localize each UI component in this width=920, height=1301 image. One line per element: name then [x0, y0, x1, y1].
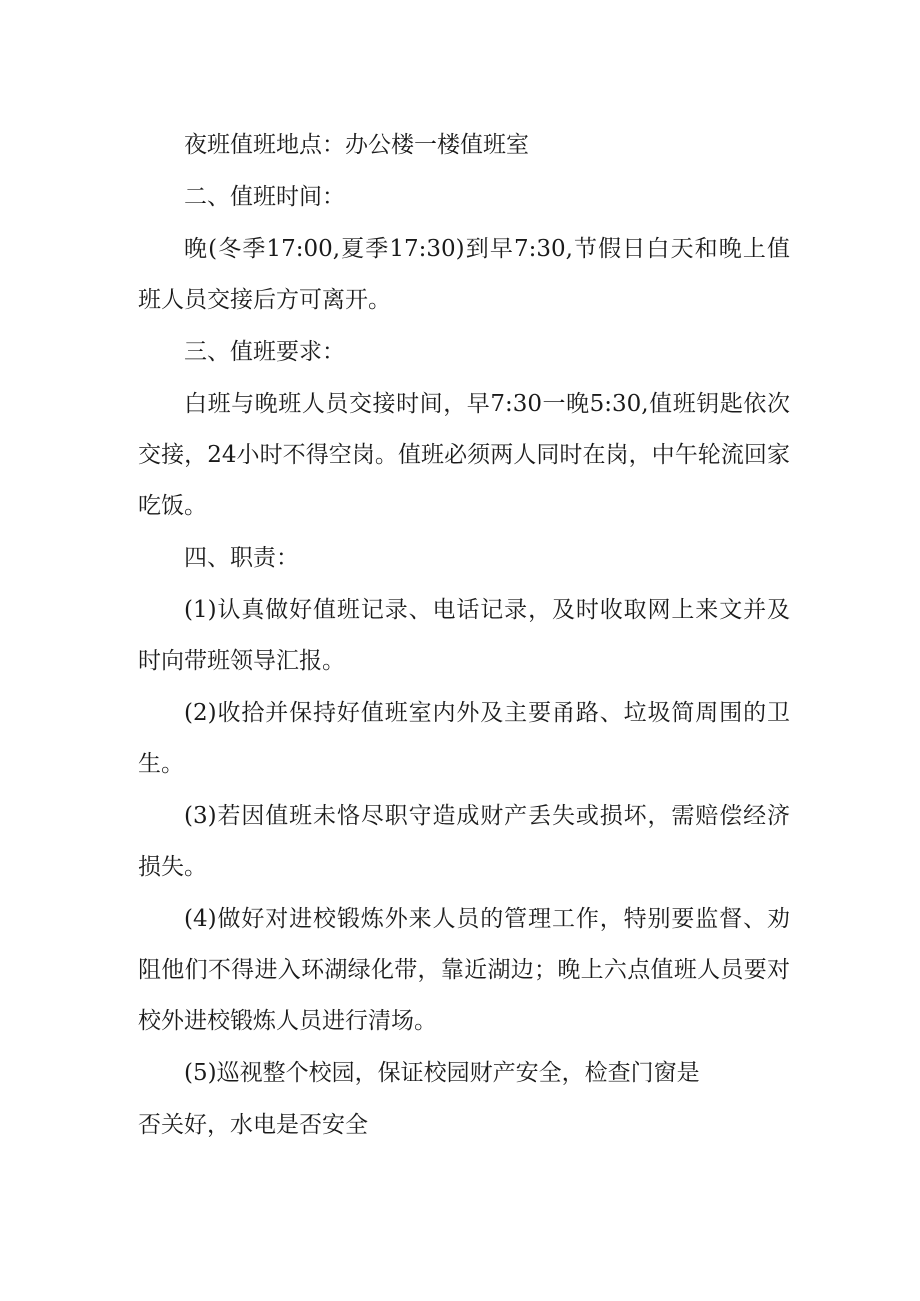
heading-duty-requirements: 三、值班要求： [184, 339, 345, 365]
list-item-responsibility-2: (2)收拾并保持好值班室内外及主要甬路、垃圾简周围的卫生。 [138, 700, 790, 777]
document-body [138, 120, 790, 1152]
list-item-responsibility-4: (4)做好对进校锻炼外来人员的管理工作，特别要监督、劝阻他们不得进入环湖绿化带，靠近湖边；晚上六点值班人员要对校外进校锻炼人员进行清场。 [138, 906, 790, 1034]
paragraph-duty-requirements: 白班与晚班人员交接时间，早7:30一晚5:30,值班钥匙依次交接，24小时不得空岗。值班必须两人同时在岗，中午轮流回家吃饭。 [138, 391, 790, 519]
heading-duty-time: 二、值班时间： [184, 184, 345, 210]
list-item-responsibility-5-continued: 否关好，水电是否安全 [138, 1112, 368, 1138]
paragraph-duty-time: 晚(冬季17:00,夏季17:30)到早7:30,节假日白天和晚上值班人员交接后方可离开。 [138, 236, 790, 313]
paragraph-night-location: 夜班值班地点：办公楼一楼值班室 [184, 132, 529, 158]
heading-responsibilities: 四、职责： [184, 545, 299, 571]
list-item-responsibility-3: (3)若因值班未恪尽职守造成财产丢失或损坏，需赔偿经济损失。 [138, 803, 790, 880]
list-item-responsibility-5: (5)巡视整个校园，保证校园财产安全，检查门窗是 [184, 1060, 700, 1086]
list-item-responsibility-1: (1)认真做好值班记录、电话记录，及时收取网上来文并及时向带班领导汇报。 [138, 597, 790, 674]
